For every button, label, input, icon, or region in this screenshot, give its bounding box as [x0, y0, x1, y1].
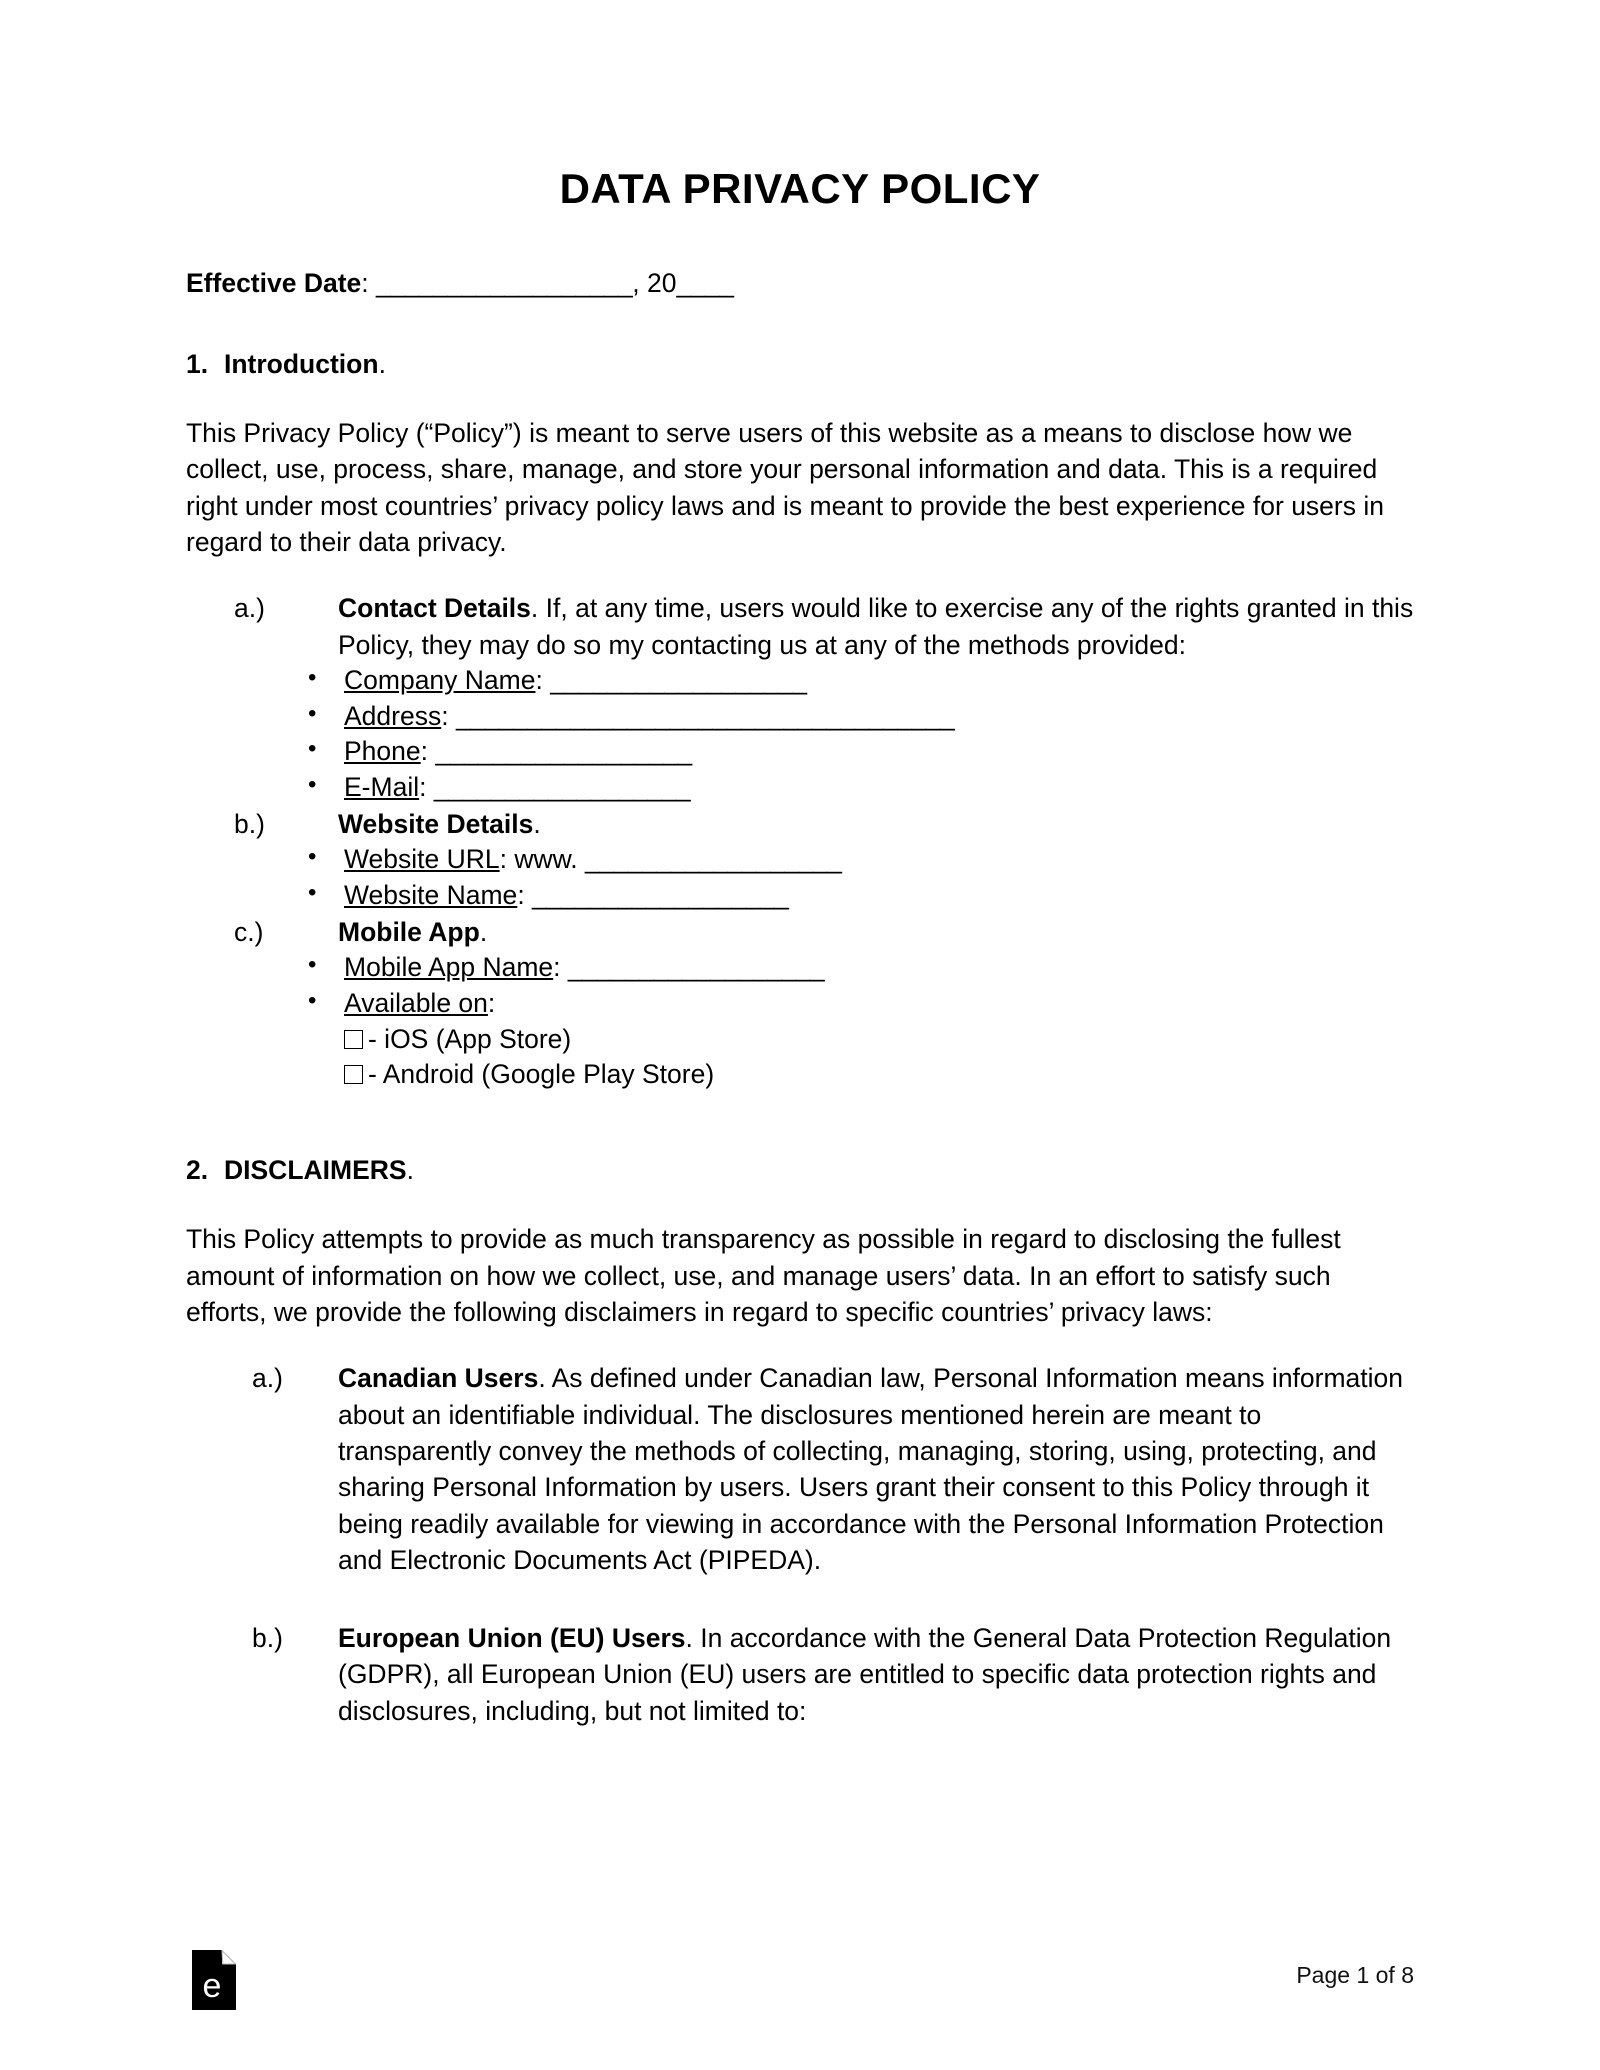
disclaimers-paragraph: This Policy attempts to provide as much transparency as possible in regard to disclosing the fullest amount of information on how we collect, use, and manage users’ data. In an effort to satisfy such efforts, we provide the following disclaimers in regard to specific countries’ privacy laws:	[186, 1224, 1341, 1328]
list-item-address	[302, 699, 1414, 735]
checkbox-label-android: - Android (Google Play Store)	[368, 1059, 715, 1090]
list-marker-a: a.)	[234, 593, 265, 624]
introduction-paragraph: This Privacy Policy (“Policy”) is meant to serve users of this website as a means to disclose how we collect, use, process, share, manage, and store your personal information and data. This is a required right under most countries’ privacy policy laws and is meant to provide the best experience for users in regard to their data privacy.	[186, 418, 1384, 557]
bullet-icon: •	[308, 735, 317, 763]
mobile-app-title: Mobile App	[338, 916, 480, 947]
canadian-users-text: . As defined under Canadian law, Personal Information means information about an identifiable individual. The disclosures mentioned herein are meant to transparently convey the methods of collecting, managing, storing, using, protecting, and sharing Personal Information by users. Users grant their consent to this Policy through it being readily available for viewing in accordance with the Personal Information Protection and Electronic Documents Act (PIPEDA).	[338, 1363, 1404, 1575]
website-details-title: Website Details	[338, 808, 534, 839]
phone-blank[interactable]: __________________	[435, 736, 692, 767]
section-title-2-tail: .	[406, 1155, 414, 1186]
introduction-lettered-list	[186, 590, 1414, 1093]
list-item-available-on	[302, 986, 1414, 1022]
effective-date-year-prefix: , 20	[632, 268, 677, 299]
website-name-blank[interactable]: __________________	[532, 879, 789, 910]
website-name-sep: :	[517, 879, 533, 910]
website-url-sep: : www.	[499, 844, 586, 875]
section-title-2: DISCLAIMERS	[224, 1155, 407, 1186]
section-title-1: Introduction	[224, 348, 379, 379]
page-title: DATA PRIVACY POLICY	[559, 165, 1041, 212]
website-url-blank[interactable]: __________________	[585, 844, 842, 875]
mobile-app-name-blank[interactable]: __________________	[567, 952, 825, 982]
contact-details-title: Contact Details	[338, 593, 531, 624]
phone-label: Phone	[344, 736, 421, 767]
effective-date-label: Effective Date	[186, 268, 362, 299]
contact-details-text: . If, at any time, users would like to exercise any of the rights granted in this Policy, they may do so my contacting us at any of the methods provided:	[338, 593, 1414, 660]
page-number: Page 1 of 8	[1296, 1962, 1414, 1988]
section-number-2: 2.	[186, 1155, 209, 1186]
checkbox-icon-ios[interactable]	[344, 1030, 363, 1049]
disclaimers-lettered-list	[186, 1360, 1414, 1729]
canadian-users-title: Canadian Users	[338, 1363, 539, 1394]
checkbox-row-ios[interactable]	[344, 1022, 1414, 1058]
bullet-icon: •	[308, 663, 317, 691]
list-item-canadian-users	[252, 1360, 1414, 1578]
section-title-1-tail: .	[378, 348, 386, 379]
section-heading-disclaimers	[186, 1151, 1414, 1189]
section-number-1: 1.	[186, 348, 209, 379]
address-blank[interactable]: ___________________________________	[455, 700, 955, 731]
list-item-website-name	[302, 878, 1414, 914]
list-item-website-url	[302, 842, 1414, 878]
address-sep: :	[441, 700, 456, 731]
list-item-mobile-app	[234, 914, 1414, 950]
email-label: E-Mail	[344, 772, 420, 803]
company-name-sep: :	[535, 664, 551, 695]
list-marker-a-disclaimer: a.)	[252, 1363, 283, 1394]
eu-users-text: . In accordance with the General Data Protection Regulation (GDPR), all European Union (EU) users are entitled to specific data protection rights and disclosures, including, but not limited to:	[338, 1623, 1392, 1726]
contact-details-field-list	[186, 663, 1414, 806]
checkbox-row-android[interactable]	[344, 1057, 1414, 1093]
list-item-website-details	[234, 806, 1414, 842]
website-details-text: .	[533, 808, 541, 839]
eu-users-title: European Union (EU) Users	[338, 1623, 686, 1654]
checkbox-icon-android[interactable]	[344, 1065, 363, 1084]
list-marker-c: c.)	[234, 916, 264, 947]
list-marker-b-disclaimer: b.)	[252, 1623, 283, 1654]
mobile-app-field-list	[186, 950, 1414, 1022]
page-footer	[0, 1920, 1600, 2070]
available-on-sep: :	[487, 987, 496, 1018]
available-on-label: Available on	[344, 987, 488, 1018]
bullet-icon: •	[308, 843, 317, 871]
website-details-field-list	[186, 842, 1414, 914]
mobile-app-text: .	[479, 916, 488, 947]
checkbox-label-ios: - iOS (App Store)	[368, 1023, 572, 1054]
bullet-icon: •	[308, 699, 317, 727]
svg-text:e: e	[202, 1967, 222, 2005]
email-sep: :	[419, 772, 434, 803]
mobile-app-name-sep: :	[553, 952, 568, 982]
list-item-contact-details	[234, 590, 1414, 663]
email-blank[interactable]: __________________	[433, 772, 691, 803]
company-name-label: Company Name	[344, 664, 536, 695]
list-item-phone	[302, 734, 1414, 770]
phone-sep: :	[420, 736, 436, 767]
website-name-label: Website Name	[344, 879, 518, 910]
bullet-icon: •	[308, 951, 317, 978]
bullet-icon: •	[308, 986, 317, 1014]
list-item-email	[302, 770, 1414, 806]
website-url-label: Website URL	[344, 844, 500, 875]
effective-date-blank[interactable]: __________________	[376, 268, 633, 299]
company-name-blank[interactable]: __________________	[550, 664, 807, 695]
list-marker-b: b.)	[234, 808, 265, 839]
list-item-mobile-app-name	[302, 950, 1414, 986]
bullet-icon: •	[308, 771, 317, 799]
mobile-app-name-label: Mobile App Name	[344, 952, 554, 982]
eforms-logo-icon	[192, 1950, 236, 2010]
effective-date-year-blank[interactable]: ____	[676, 268, 734, 299]
effective-date-separator: :	[361, 268, 376, 299]
list-item-company-name	[302, 663, 1414, 699]
list-item-eu-users	[252, 1620, 1414, 1729]
document-content	[186, 0, 1414, 1729]
bullet-icon: •	[308, 878, 317, 906]
section-heading-introduction	[186, 345, 1414, 383]
address-label: Address	[344, 700, 442, 731]
effective-date-line	[186, 264, 1414, 302]
